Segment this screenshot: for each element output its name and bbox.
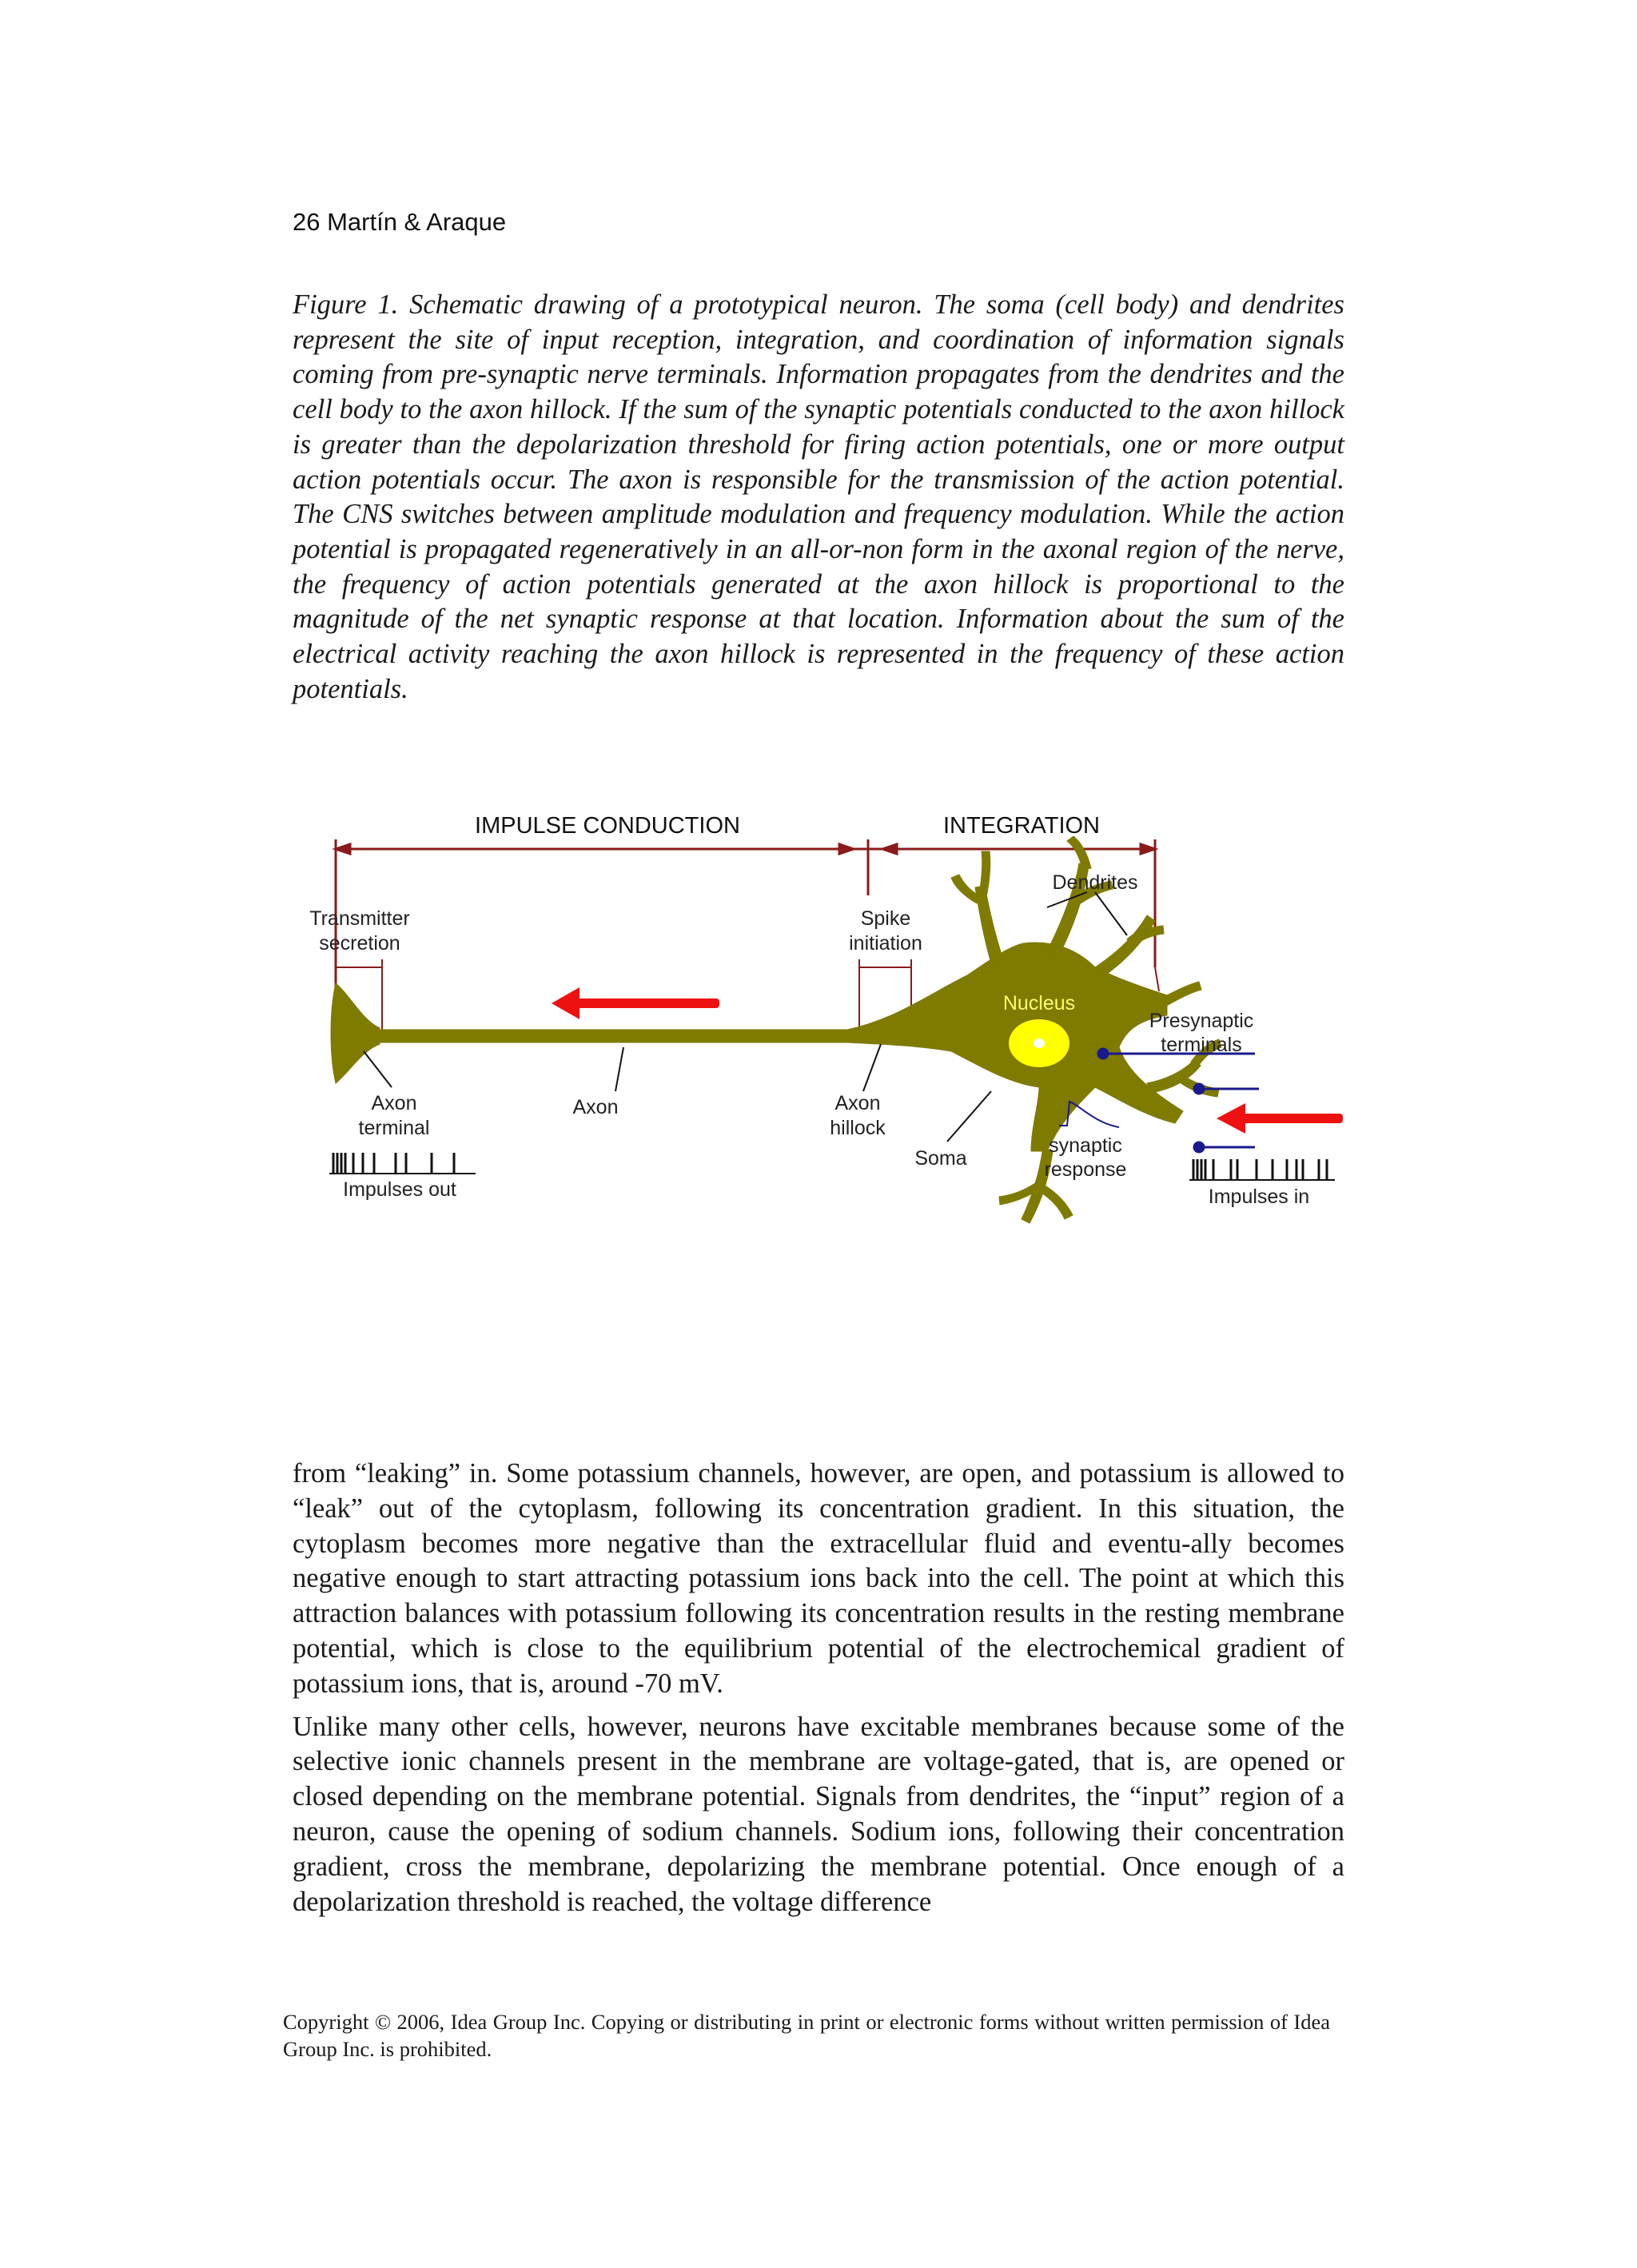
axon-hillock-label-line2: hillock (830, 1117, 886, 1139)
body-paragraph-2: Unlike many other cells, however, neurons have excitable membranes because some of the selective ionic channels present in the membrane are voltage-gated, that is, are opened or closed depending on the membrane potential. Signals from dendrites, the “input” region of a neuron, cause the opening of sodium channels. Sodium ions, following their concentration gradient, cross the membrane, depolarizing the membrane potential. Once enough of a depolarization threshold is reached, the voltage difference (293, 1711, 1344, 1917)
synaptic-label-line2: response (1044, 1158, 1127, 1181)
impulses-out-label: Impulses out (343, 1178, 456, 1201)
synaptic-label-line1: synaptic (1049, 1134, 1122, 1157)
spike-label-line2: initiation (849, 932, 922, 955)
integration-label: INTEGRATION (942, 813, 1101, 839)
axon-label: Axon (572, 1096, 619, 1118)
nucleolus (1034, 1038, 1045, 1048)
impulses-in-trace (1189, 1159, 1335, 1180)
body-paragraph-1: from “leaking” in. Some potassium channels, however, are open, and potassium is allowed to “leak” out of the cytoplasm, following its concentration gradient. In this situation, the cytoplasm becomes more negative than the extracellular fluid and eventu-ally becomes negative enough to start attracting potassium ions back into the cell. The point at which this attraction balances with potassium following its concentration results in the resting membrane potential, which is close to the equilibrium potential of the electrochemical gradient of potassium ions, that is, around -70 mV. (293, 1458, 1344, 1699)
neuron-diagram (288, 807, 1359, 1255)
copyright-notice: Copyright © 2006, Idea Group Inc. Copying or distributing in print or electronic forms without written permission of Idea Group Inc. is prohibited. (283, 2010, 1330, 2061)
figure-caption: Figure 1. Schematic drawing of a prototypical neuron. The soma (cell body) and dendrites represent the site of input reception, integration, and coordination of information signals coming from pre-synaptic nerve terminals. Information propagates from the dendrites and the cell body to the axon hillock. If the sum of the synaptic potentials conducted to the axon hillock is greater than the depolarization threshold for firing action potentials, one or more output action potentials occur. The axon is responsible for the transmission of the action potential. The CNS switches between amplitude modulation and frequency modulation. While the action potential is propagated regeneratively in an all-or-non form in the axonal region of the nerve, the frequency of action potentials generated at the axon hillock is proportional to the magnitude of the net synaptic response at that location. Information about the sum of the electrical activity reaching the axon hillock is represented in the frequency of these action potentials. (293, 289, 1344, 704)
presynaptic-label-line2: terminals (1161, 1034, 1242, 1056)
input-arrow (1217, 1103, 1343, 1134)
running-head: 26 Martín & Araque (293, 208, 507, 236)
soma-label: Soma (914, 1147, 967, 1170)
transmitter-label-line2: secretion (319, 932, 400, 955)
axon-terminal-label-line2: terminal (358, 1117, 430, 1139)
nucleus-label: Nucleus (1002, 992, 1076, 1014)
axon-terminal-label-line1: Axon (371, 1092, 417, 1114)
dendrites-label: Dendrites (1052, 871, 1138, 894)
conduction-arrow (552, 987, 719, 1019)
spike-label-line1: Spike (860, 907, 911, 930)
presynaptic-label-line1: Presynaptic (1149, 1010, 1254, 1032)
body-text (293, 1457, 1344, 1927)
impulses-out-trace (329, 1153, 476, 1174)
axon-hillock-label-line1: Axon (834, 1092, 881, 1114)
impulse-conduction-label: IMPULSE CONDUCTION (475, 813, 740, 839)
transmitter-label-line1: Transmitter (309, 907, 410, 930)
neuron-figure (288, 807, 1359, 1255)
impulses-in-label: Impulses in (1208, 1186, 1310, 1208)
